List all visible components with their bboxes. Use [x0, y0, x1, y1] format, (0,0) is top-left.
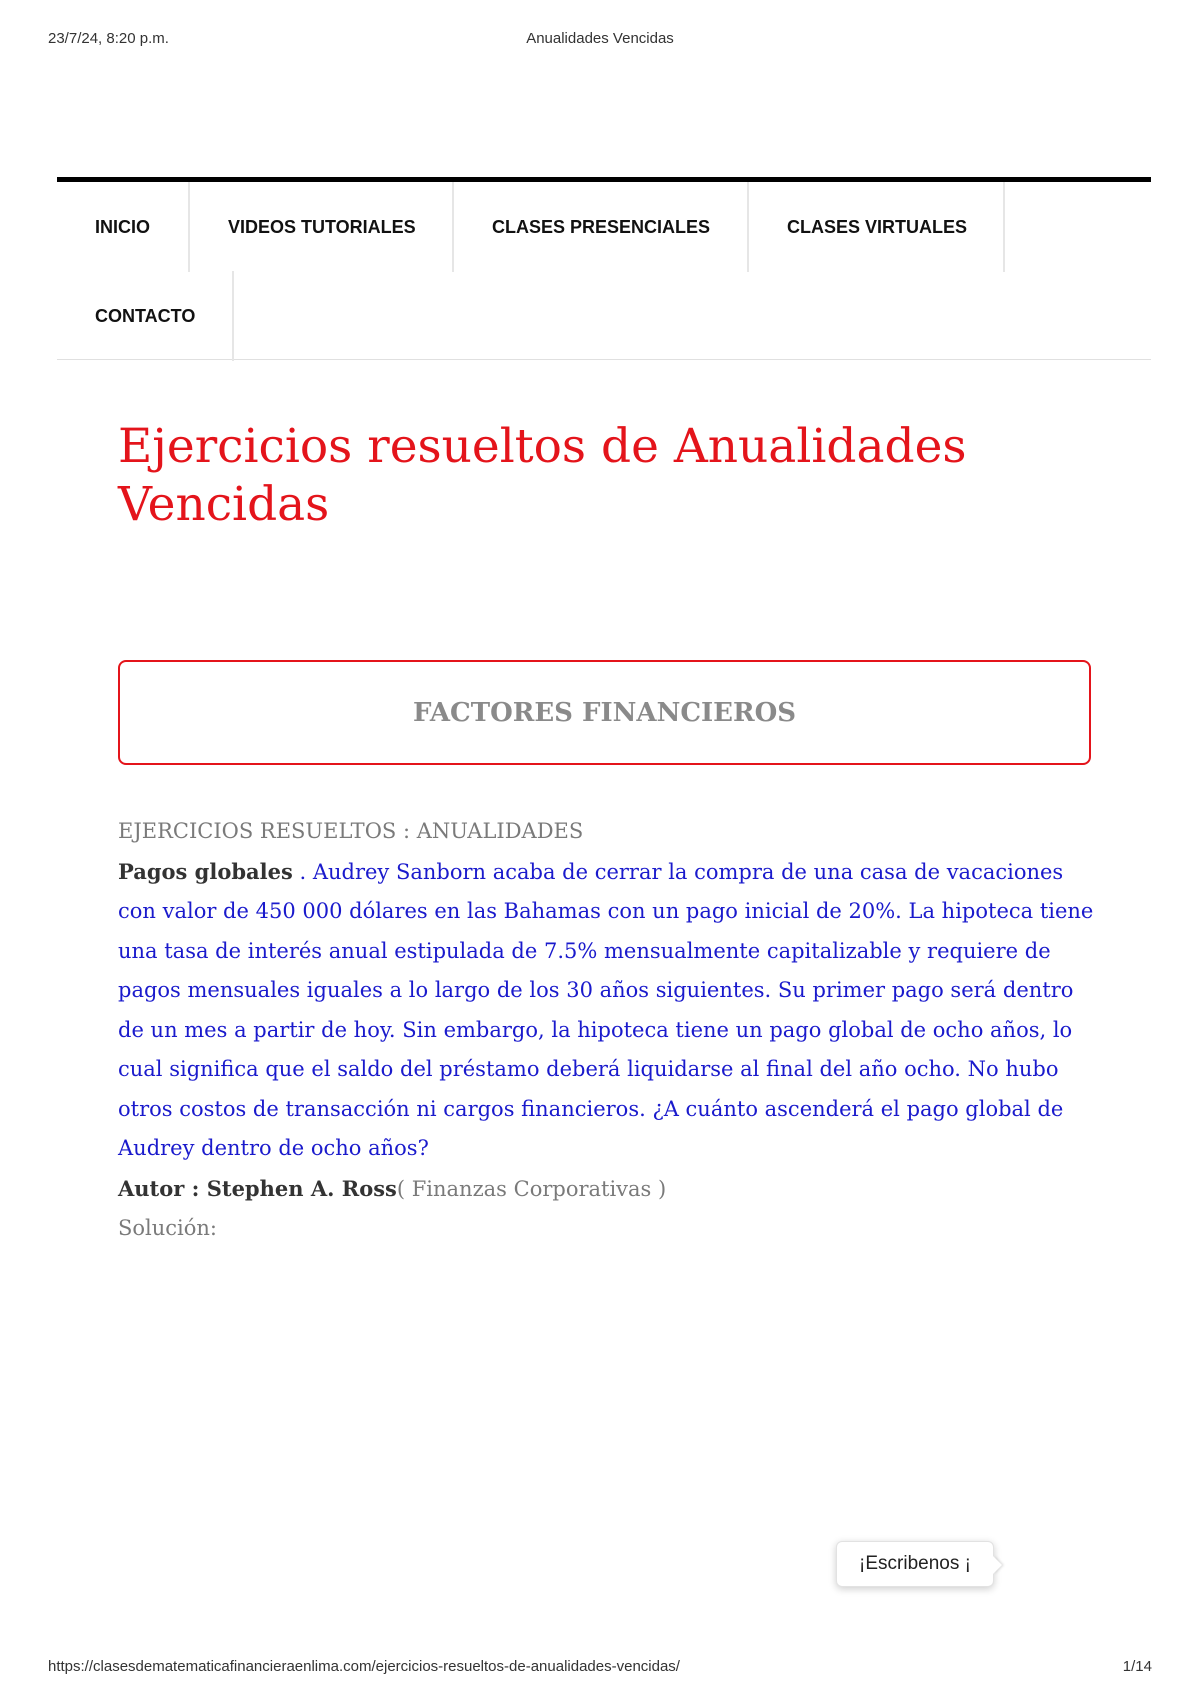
author-book: ( Finanzas Corporativas )	[396, 1176, 667, 1201]
chat-bubble-button[interactable]: ¡Escribenos ¡	[836, 1541, 994, 1587]
article-content	[118, 812, 1098, 1249]
print-url: https://clasesdematematicafinancieraenlima.com/ejercicios-resueltos-de-anualidades-vencidas/	[48, 1658, 680, 1675]
nav-item-clases-virtuales[interactable]: CLASES VIRTUALES	[749, 182, 1005, 272]
author-line	[118, 1169, 1098, 1210]
nav-item-inicio[interactable]: INICIO	[57, 182, 190, 272]
nav-item-videos-tutoriales[interactable]: VIDEOS TUTORIALES	[190, 182, 454, 272]
print-footer	[48, 1658, 1152, 1678]
factores-financieros-button[interactable]: FACTORES FINANCIEROS	[118, 660, 1091, 765]
nav-item-clases-presenciales[interactable]: CLASES PRESENCIALES	[454, 182, 749, 272]
author-label: Autor : Stephen A. Ross	[118, 1175, 397, 1201]
main-navigation	[57, 177, 1151, 360]
problem-text: Audrey Sanborn acaba de cerrar la compra de una casa de vacaciones con valor de 450 000 dólares en las Bahamas con un pago inicial de 20%. La hipoteca tiene una tasa de interés anual estipulada de 7.5% mensualmente capitalizable y requiere de pagos mensuales iguales a lo largo de los 30 años siguientes. Su primer pago será dentro de un mes a partir de hoy. Sin embargo, la hipoteca tiene un pago global de ocho años, lo cual significa que el saldo del préstamo deberá liquidarse al final del año ocho. No hubo otros costos de transacción ni cargos financieros. ¿A cuánto ascenderá el pago global de Audrey dentro de ocho años?	[118, 859, 1094, 1160]
print-header	[48, 30, 1152, 50]
problem-label: Pagos globales	[118, 858, 293, 884]
solution-label: Solución:	[118, 1216, 217, 1240]
problem-separator: .	[292, 859, 313, 884]
section-heading: EJERCICIOS RESUELTOS : ANUALIDADES	[118, 819, 584, 843]
nav-item-contacto[interactable]: CONTACTO	[57, 271, 234, 361]
print-datetime: 23/7/24, 8:20 p.m.	[48, 30, 169, 47]
print-page-number: 1/14	[1122, 1658, 1152, 1675]
print-document-title: Anualidades Vencidas	[526, 30, 674, 47]
problem-paragraph	[118, 852, 1098, 1169]
page-title: Ejercicios resueltos de Anualidades Vencidas	[118, 419, 967, 532]
